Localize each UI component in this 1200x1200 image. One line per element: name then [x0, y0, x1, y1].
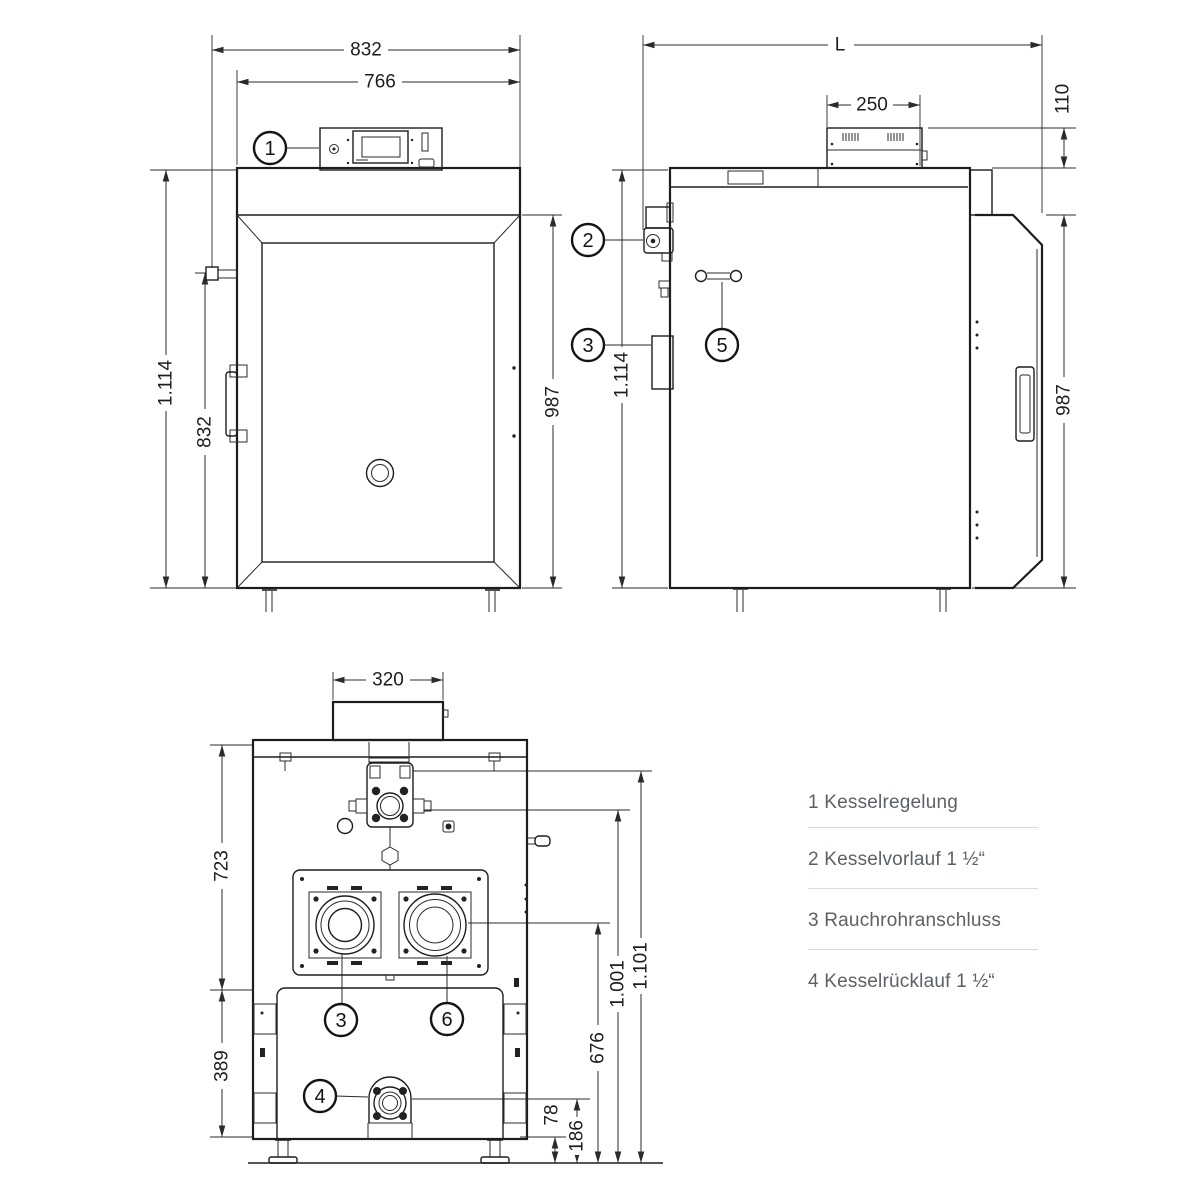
svg-text:6: 6 — [441, 1009, 453, 1031]
balloon-2-flow — [572, 224, 604, 256]
door-knob — [367, 460, 394, 487]
ash-door — [277, 988, 503, 1139]
dim-front-total-width: 832 — [350, 39, 382, 61]
dim-front-right-height: 987 — [542, 386, 564, 418]
dim-front-body-width: 766 — [364, 71, 396, 93]
dim-front-handle-height: 832 — [194, 416, 216, 448]
vent-hole — [338, 819, 353, 834]
dim-side-control-width: 250 — [856, 94, 888, 116]
balloon-6-secondary — [431, 1003, 463, 1035]
side-screw — [535, 836, 550, 846]
dim-rear-total-height: 1.101 — [630, 942, 652, 990]
flue-opening-left — [316, 896, 374, 954]
legend — [808, 791, 1038, 994]
side-view — [572, 35, 1076, 613]
svg-text:5: 5 — [716, 335, 728, 357]
balloon-3-flue — [572, 329, 604, 361]
balloon-1-control — [254, 132, 286, 164]
door-handle — [226, 365, 247, 442]
dim-rear-lower-height: 389 — [211, 1050, 233, 1082]
legend-item-kesselregelung: 1 Kesselregelung — [808, 792, 959, 813]
dim-front-total-height: 1.114 — [155, 359, 177, 407]
door-profile — [975, 215, 1042, 588]
door-handle-side — [1016, 367, 1034, 441]
sensor-fitting — [206, 267, 237, 280]
legend-item-kesselvorlauf: 2 Kesselvorlauf 1 ½“ — [808, 849, 986, 870]
flue-opening-right — [404, 894, 466, 956]
svg-text:3: 3 — [582, 335, 594, 357]
dim-rear-flow-height: 1.001 — [607, 960, 629, 1008]
control-box-top — [827, 128, 927, 168]
dim-side-total-height: 1.114 — [611, 351, 633, 399]
return-flange — [368, 1077, 412, 1139]
cleaning-lever — [696, 271, 742, 282]
flow-connection — [644, 203, 673, 297]
flue-plate — [293, 870, 488, 980]
dim-rear-return-center: 186 — [566, 1120, 588, 1152]
dim-rear-flue-height: 676 — [587, 1032, 609, 1064]
legend-item-kesselruecklauf: 4 Kesselrücklauf 1 ½“ — [808, 971, 995, 992]
svg-text:4: 4 — [314, 1086, 326, 1108]
front-view — [150, 35, 564, 612]
balloon-5-lever — [706, 329, 738, 361]
svg-text:2: 2 — [582, 230, 594, 252]
balloon-3-flue-rear — [325, 1004, 357, 1036]
dim-side-right-height: 987 — [1053, 384, 1075, 416]
dim-rear-return-edge: 78 — [541, 1104, 563, 1126]
rear-view — [210, 670, 663, 1164]
legend-item-rauchrohranschluss: 3 Rauchrohranschluss — [808, 910, 1002, 931]
flow-flange — [349, 742, 431, 870]
dim-side-total-length: L — [834, 34, 846, 56]
dim-rear-upper-height: 723 — [211, 850, 233, 882]
top-duct — [333, 702, 443, 740]
svg-text:3: 3 — [335, 1010, 347, 1032]
balloon-4-return — [304, 1080, 336, 1112]
dim-rear-duct-width: 320 — [372, 669, 404, 691]
svg-text:1: 1 — [264, 138, 276, 160]
dim-side-control-height: 110 — [1052, 83, 1074, 115]
control-panel — [320, 128, 442, 170]
